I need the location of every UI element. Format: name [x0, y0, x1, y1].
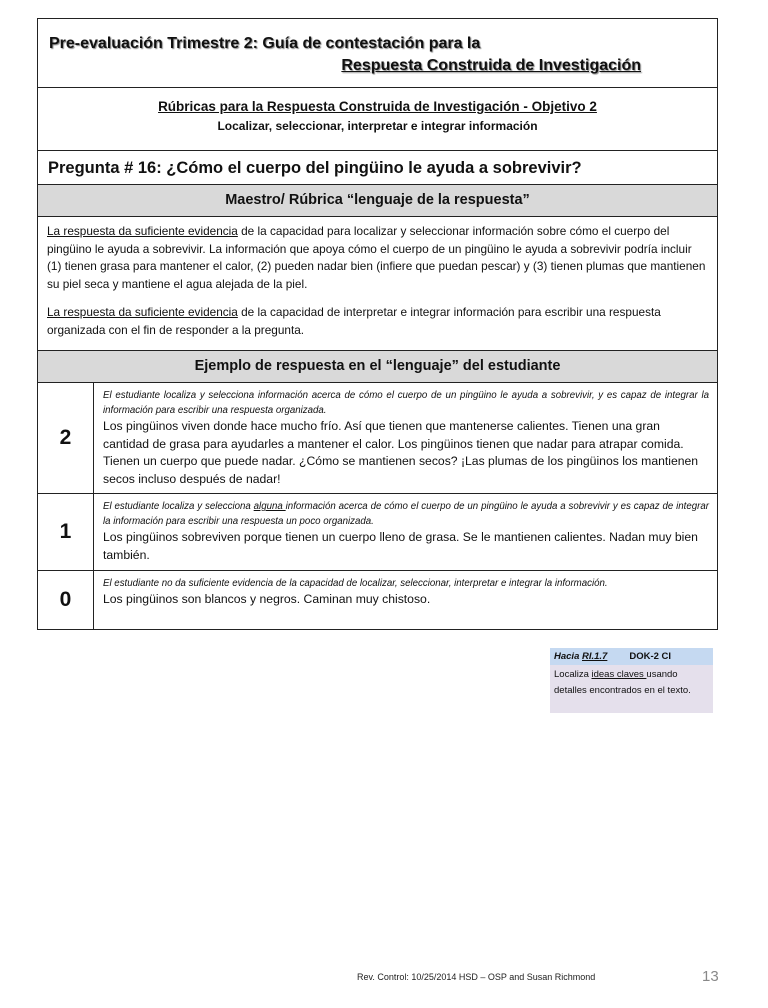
score-row-2	[38, 383, 717, 494]
standard-box	[550, 648, 713, 713]
standard-header	[550, 648, 713, 665]
question: Pregunta # 16: ¿Cómo el cuerpo del pingüino le ayuda a sobrevivir?	[38, 151, 717, 185]
standard-code: RI.1.7	[582, 651, 608, 662]
rubric-paragraph-1	[47, 223, 709, 293]
standard-body-text: Localiza	[554, 669, 592, 680]
revision-footer: Rev. Control: 10/25/2014 HSD – OSP and Susan Richmond	[357, 972, 596, 982]
rubric-p1-underlined: La respuesta da suficiente evidencia	[47, 224, 238, 238]
standard-body-underlined: ideas claves	[591, 669, 647, 680]
answer-guide-table	[37, 18, 718, 630]
score-value: 2	[38, 383, 94, 493]
criteria-text: El estudiante localiza y selecciona	[103, 501, 254, 512]
rubric-header	[38, 88, 717, 151]
title-line-2: Respuesta Construida de Investigación	[341, 57, 641, 74]
score-criteria	[103, 388, 709, 418]
standard-body	[550, 665, 713, 713]
rubric-title: Rúbricas para la Respuesta Construida de Investigación - Objetivo 2	[158, 99, 597, 114]
student-answer: Los pingüinos sobreviven porque tienen un cuerpo lleno de grasa. Se le mantienen calientes. Nadan muy bien también.	[103, 530, 698, 562]
dok-level: DOK-2 CI	[629, 651, 672, 662]
student-answer: Los pingüinos viven donde hace mucho frío. Así que tienen que mantenerse calientes. Tienen una gran cantidad de grasa para ayudarles a mantener el calor. Los pingüinos tienen que nadar para atrapar comida. Tienen un cuerpo que puede nadar. ¿Cómo se mantienen secos? ¡Las plumas de los pingüinos los mantienen secos incluso después de nadar!	[103, 419, 699, 486]
rubric-p2-underlined: La respuesta da suficiente evidencia	[47, 305, 238, 319]
rubric-p2-text: de la capacidad de interpretar e integrar información para escribir una respuesta organizada con el fin de responder a la pregunta.	[47, 305, 661, 337]
score-value: 1	[38, 494, 94, 570]
score-row-1	[38, 494, 717, 571]
document-title	[38, 19, 717, 88]
student-answer: Los pingüinos son blancos y negros. Caminan muy chistoso.	[103, 592, 431, 606]
score-description	[94, 494, 717, 570]
teacher-rubric-text	[38, 217, 717, 351]
criteria-underlined: alguna	[253, 501, 286, 512]
criteria-text: El estudiante no da suficiente evidencia de la capacidad de localizar, seleccionar, interpretar e integrar la información.	[103, 578, 608, 589]
standard-prefix: Hacia	[554, 651, 582, 662]
score-row-0	[38, 571, 717, 629]
score-criteria	[103, 499, 709, 529]
title-line-1: Pre-evaluación Trimestre 2: Guía de contestación para la	[49, 35, 481, 52]
standard-body-text-after: usando detalles encontrados en el texto.	[554, 669, 691, 696]
score-value: 0	[38, 571, 94, 629]
criteria-text-after: información acerca de cómo el cuerpo de un pingüino le ayuda a sobrevivir y es capaz de integrar la información para escribir una respuesta un poco organizada.	[103, 501, 709, 527]
score-criteria	[103, 576, 709, 591]
score-description	[94, 571, 717, 629]
score-description	[94, 383, 717, 493]
rubric-paragraph-2	[47, 304, 709, 339]
criteria-text: El estudiante localiza y selecciona información acerca de cómo el cuerpo de un pingüino le ayuda a sobrevivir, y es capaz de integrar la información para escribir una respuesta organizada.	[103, 390, 709, 416]
page-number: 13	[702, 968, 719, 985]
teacher-rubric-title: Maestro/ Rúbrica “lenguaje de la respuesta”	[38, 185, 717, 217]
student-example-title: Ejemplo de respuesta en el “lenguaje” del estudiante	[38, 351, 717, 383]
rubric-subtitle: Localizar, seleccionar, interpretar e integrar información	[217, 119, 538, 133]
rubric-p1-text: de la capacidad para localizar y seleccionar información sobre cómo el cuerpo del pingüino le ayuda a sobrevivir. La información que apoya cómo el cuerpo de un pingüino le ayuda a sobrevivir podría incluir (1) tienen grasa para mantener el calor, (2) pueden nadar bien (infiere que puedan pescar) y (3) tienen plumas que mantienen su piel seca y mantiene el agua alejada de la piel.	[47, 224, 706, 291]
